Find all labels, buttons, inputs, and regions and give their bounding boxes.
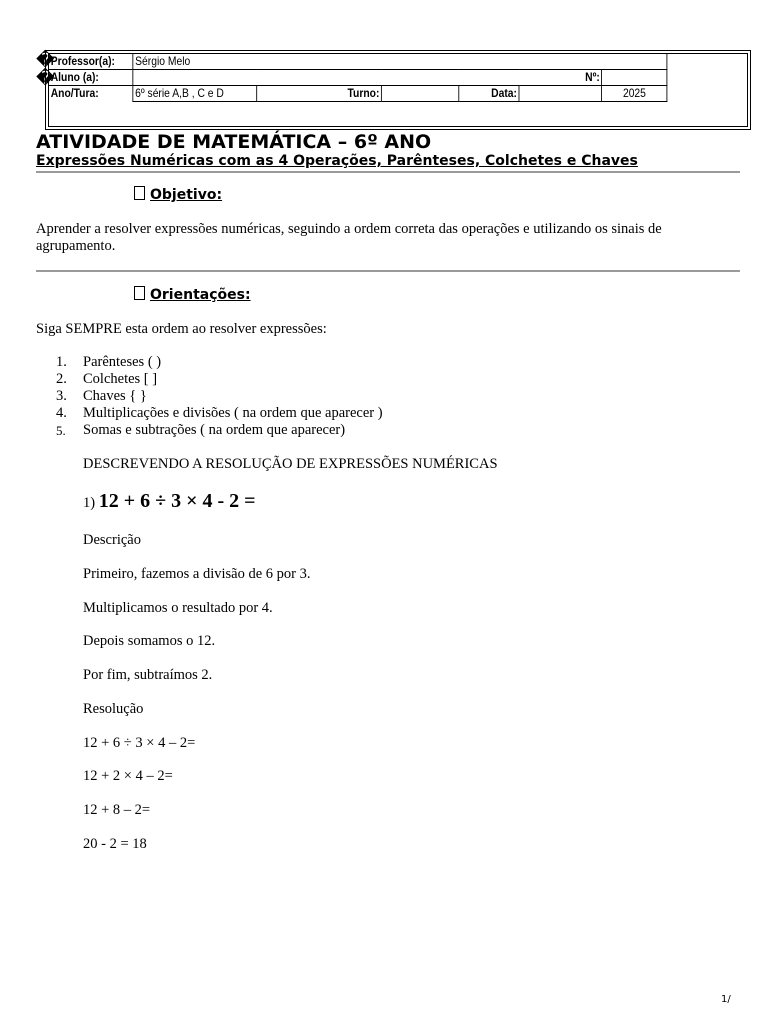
exercise-1 [83, 490, 256, 513]
page-title: ATIVIDADE DE MATEMÁTICA – 6º ANO [36, 131, 432, 153]
box-icon [134, 186, 145, 200]
orientacoes-heading-text: Orientações: [150, 287, 251, 303]
aluno-field[interactable] [133, 70, 519, 86]
resolucao-line: 20 - 2 = 18 [83, 836, 147, 852]
list-item [56, 405, 383, 422]
resolucao-heading: DESCREVENDO A RESOLUÇÃO DE EXPRESSÕES NUMÉRICAS [83, 456, 498, 472]
data-label: Data: [459, 86, 520, 102]
list-item-number: 5. [56, 423, 66, 438]
professor-row [49, 54, 667, 70]
aluno-label: Aluno (a): [49, 70, 133, 86]
page-subtitle: Expressões Numéricas com as 4 Operações, Parênteses, Colchetes e Chaves [36, 153, 638, 169]
list-item-text: Somas e subtrações ( na ordem que aparecer) [83, 422, 346, 438]
list-item-number: 2. [56, 371, 67, 387]
list-item-number: 3. [56, 388, 67, 404]
exercise-expression: 12 + 6 ÷ 3 × 4 - 2 = [98, 490, 256, 512]
list-item-text: Colchetes [ ] [83, 371, 158, 387]
ano-label: Ano/Tura: [49, 86, 133, 102]
list-item [56, 388, 383, 405]
resolucao-line: 12 + 2 × 4 – 2= [83, 768, 173, 784]
descricao-step: Primeiro, fazemos a divisão de 6 por 3. [83, 566, 311, 582]
list-item [56, 371, 383, 388]
descricao-step: Depois somamos o 12. [83, 633, 216, 649]
divider [36, 171, 740, 173]
page-number: 1/ [721, 994, 731, 1005]
box-icon [134, 286, 145, 300]
descricao-label: Descrição [83, 532, 141, 548]
aluno-row [49, 70, 667, 86]
list-item-number: 4. [56, 405, 67, 421]
numero-field[interactable] [602, 70, 667, 86]
list-item-text: Multiplicações e divisões ( na ordem que aparecer ) [83, 405, 383, 421]
divider [36, 270, 740, 272]
data-year-field[interactable]: 2025 [602, 86, 667, 102]
objetivo-heading [134, 186, 222, 203]
orientacoes-intro: Siga SEMPRE esta ordem ao resolver expressões: [36, 321, 327, 337]
exercise-number: 1) [83, 495, 96, 511]
replacement-glyph: � [36, 50, 55, 71]
replacement-glyph: � [36, 68, 55, 89]
header-table [49, 53, 667, 102]
list-item [56, 354, 383, 371]
descricao-step: Multiplicamos o resultado por 4. [83, 600, 273, 616]
numero-label: Nº: [519, 70, 602, 86]
orientacoes-list [56, 354, 383, 439]
objetivo-text: Aprender a resolver expressões numéricas, seguindo a ordem correta das operações e utilizando os sinais de agrupamento. [36, 221, 662, 254]
resolucao-label: Resolução [83, 701, 144, 717]
resolucao-line: 12 + 6 ÷ 3 × 4 – 2= [83, 735, 196, 751]
list-item-number: 1. [56, 354, 67, 370]
list-item-text: Chaves { } [83, 388, 147, 404]
data-day-month-field[interactable] [519, 86, 602, 102]
turno-label: Turno: [257, 86, 382, 102]
list-item [56, 422, 383, 439]
professor-label: Professor(a): [49, 54, 133, 70]
orientacoes-heading [134, 286, 251, 303]
objetivo-heading-text: Objetivo: [150, 187, 223, 203]
list-item-text: Parênteses ( ) [83, 354, 162, 370]
resolucao-line: 12 + 8 – 2= [83, 802, 151, 818]
descricao-step: Por fim, subtraímos 2. [83, 667, 213, 683]
ano-row [49, 86, 667, 102]
turno-field[interactable] [382, 86, 459, 102]
ano-field[interactable]: 6º série A,B , C e D [133, 86, 257, 102]
professor-field[interactable]: Sérgio Melo [133, 54, 667, 70]
